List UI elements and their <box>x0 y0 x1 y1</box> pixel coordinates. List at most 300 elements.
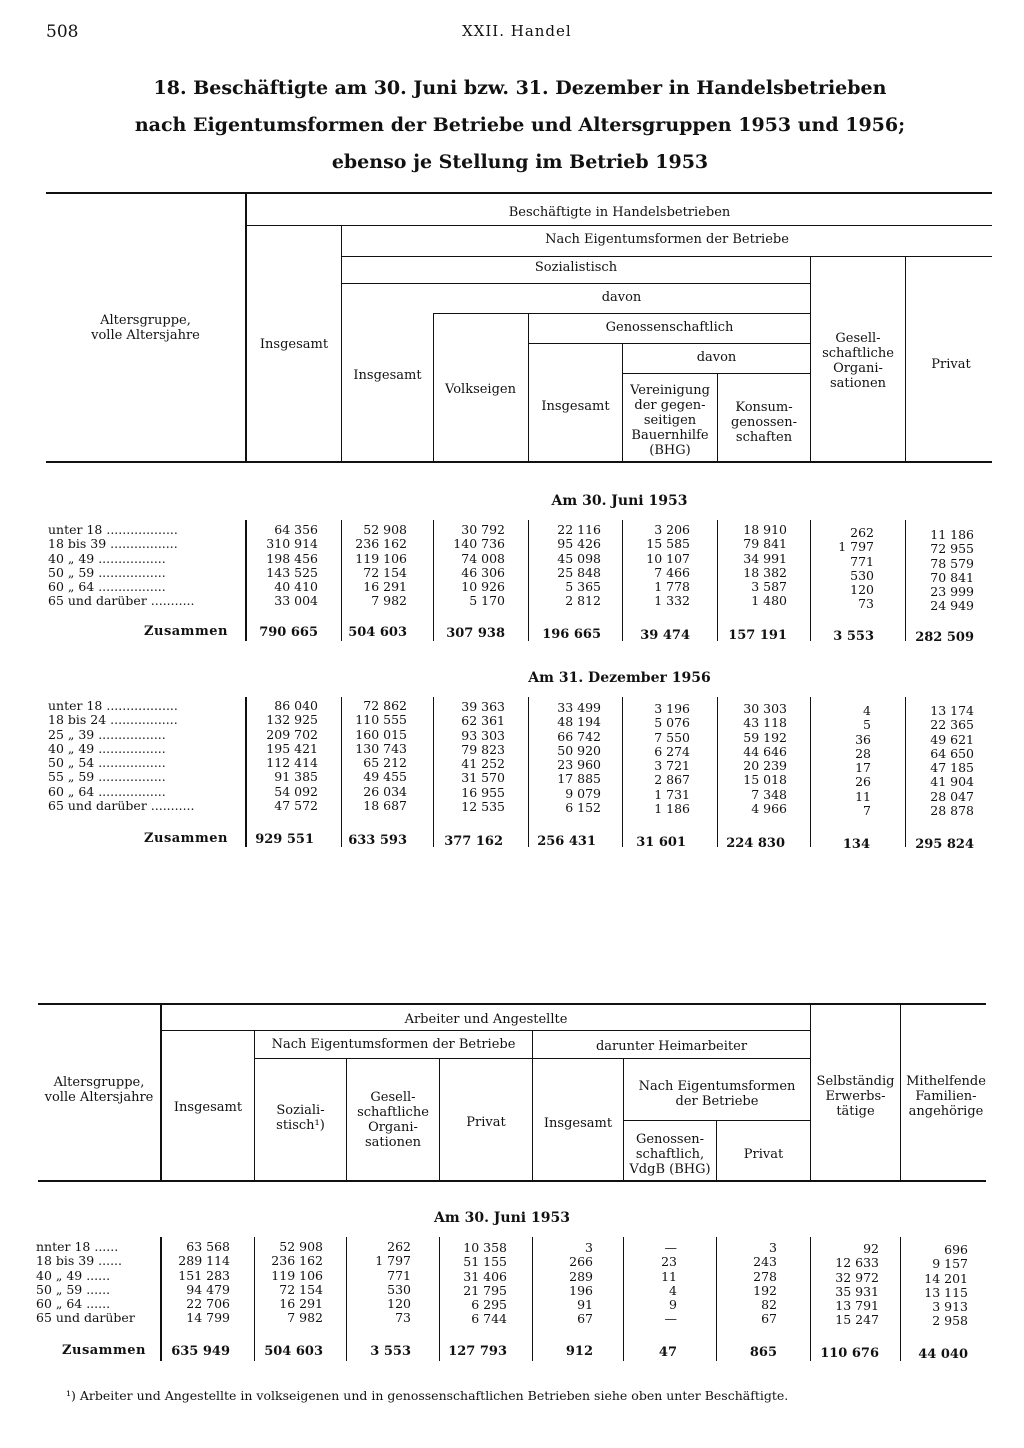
cell: 4 <box>863 703 871 718</box>
col-selbstaendig <box>814 1242 879 1328</box>
header-heim-line: der Betriebe <box>675 1094 759 1109</box>
header-soz-insgesamt: Insgesamt <box>353 368 422 383</box>
total-cell: 282 509 <box>915 630 974 645</box>
cell: 73 <box>858 596 874 612</box>
cell: 35 931 <box>835 1283 879 1299</box>
cell: 9 079 <box>565 785 601 801</box>
col-insgesamt <box>250 523 318 609</box>
row-label: 50 „ 59 ...... <box>36 1281 111 1297</box>
header-gesellschaftlich <box>811 331 905 391</box>
cell: 530 <box>387 1281 411 1297</box>
cell: 22 365 <box>930 717 974 733</box>
cell: 2 812 <box>565 593 601 609</box>
header-konsum-line: genossen- <box>730 415 797 430</box>
cell: 79 841 <box>743 536 787 552</box>
cell: 120 <box>387 1296 411 1312</box>
cell: 4 <box>669 1282 677 1298</box>
rule <box>439 1237 440 1361</box>
header-gesell-line: Gesell- <box>370 1090 416 1105</box>
header-nach-eigentumsformen: Nach Eigentumsformen der Betriebe <box>271 1037 516 1052</box>
cell: 72 154 <box>363 564 407 580</box>
header-gesell-line: Organi- <box>368 1120 418 1135</box>
rule <box>255 1058 532 1059</box>
cell: 143 525 <box>266 564 318 580</box>
cell: 17 <box>855 760 871 776</box>
cell: 6 274 <box>654 743 690 759</box>
col-gesell <box>350 1240 411 1326</box>
col-konsum <box>721 523 787 609</box>
cell: 86 040 <box>274 698 318 713</box>
cell: 48 194 <box>557 714 601 730</box>
col-gen-insgesamt <box>532 701 601 815</box>
header-soz-line: stisch¹) <box>276 1118 325 1133</box>
cell: 49 621 <box>930 731 974 747</box>
cell: 7 550 <box>654 729 690 745</box>
cell: 66 742 <box>557 728 601 744</box>
cell: 52 908 <box>279 1239 323 1254</box>
header-gesell-line: Organi- <box>833 361 883 376</box>
cell: 3 196 <box>654 701 690 716</box>
stub-header <box>38 1075 160 1105</box>
cell: 3 206 <box>654 522 690 537</box>
title-line-3: ebenso je Stellung im Betrieb 1953 <box>331 151 709 174</box>
col-gesell <box>814 704 871 818</box>
rule <box>528 697 529 847</box>
cell: 130 743 <box>355 740 407 756</box>
rule <box>38 1180 986 1182</box>
cell: 59 192 <box>743 729 787 745</box>
header-gesellschaftlich <box>347 1090 439 1150</box>
total-cell: 127 793 <box>448 1344 507 1359</box>
header-bhg-line: seitigen <box>643 413 697 428</box>
cell: 23 960 <box>557 757 601 773</box>
header-nach-eigentumsformen: Nach Eigentumsformen der Betriebe <box>545 232 789 247</box>
cell: 41 904 <box>930 774 974 790</box>
header-gesell-line: sationen <box>364 1135 422 1150</box>
cell: 44 646 <box>743 743 787 759</box>
cell: 43 118 <box>743 715 787 731</box>
cell: 7 982 <box>287 1310 323 1326</box>
cell: 9 <box>669 1297 677 1313</box>
cell: 15 585 <box>646 536 690 552</box>
cell: 1 797 <box>375 1253 411 1269</box>
header-gen-insgesamt: Insgesamt <box>541 399 610 414</box>
rule <box>342 283 810 284</box>
total-label: Zusammen <box>62 1343 146 1358</box>
cell: 72 955 <box>930 541 974 557</box>
cell: 13 791 <box>835 1298 879 1314</box>
cell: 24 949 <box>930 598 974 614</box>
cell: 7 982 <box>371 593 407 609</box>
col-heim-genossenschaftlich <box>627 1241 677 1327</box>
cell: 696 <box>944 1242 968 1257</box>
page-title <box>60 70 980 181</box>
cell: 10 107 <box>646 550 690 566</box>
cell: 52 908 <box>363 522 407 537</box>
header-genossenschaftlich: Genossenschaftlich <box>605 320 734 335</box>
cell: 11 186 <box>930 527 974 542</box>
cell: 18 382 <box>743 564 787 580</box>
cell: 1 480 <box>751 593 787 609</box>
cell: 23 <box>661 1254 677 1270</box>
rule <box>247 225 992 226</box>
rule <box>433 313 810 314</box>
cell: 25 848 <box>557 564 601 580</box>
cell: 110 555 <box>355 712 407 728</box>
stub-header-line-1: Altersgruppe, <box>100 313 191 328</box>
cell: 64 356 <box>274 522 318 537</box>
row-label: 40 „ 49 ................. <box>48 550 166 566</box>
header-gen-line: Genossen- <box>635 1132 705 1147</box>
cell: 62 361 <box>461 713 505 729</box>
header-insgesamt: Insgesamt <box>259 337 329 352</box>
stub-header-line-2: volle Altersjahre <box>91 328 200 343</box>
header-gen-line: VdgB (BHG) <box>629 1162 711 1177</box>
row-label: 18 bis 39 ................. <box>48 536 178 552</box>
rule <box>433 697 434 847</box>
col-volkseigen <box>437 523 505 609</box>
row-label: 50 „ 54 ................. <box>48 755 166 771</box>
cell: 243 <box>753 1254 777 1270</box>
rule <box>810 1237 811 1361</box>
cell: 6 744 <box>471 1311 507 1327</box>
rule <box>810 520 811 641</box>
cell: 1 332 <box>654 593 690 609</box>
cell: 3 587 <box>751 579 787 595</box>
cell: 18 687 <box>363 798 407 814</box>
rule <box>810 697 811 847</box>
total-cell: 3 553 <box>833 629 874 644</box>
header-heim-line: Nach Eigentumsformen <box>638 1079 796 1094</box>
col-soz-insgesamt <box>345 523 407 609</box>
cell: 6 152 <box>565 800 601 816</box>
total-cell: 31 601 <box>636 835 686 850</box>
cell: 26 <box>855 774 871 790</box>
header-mit-line: Mithelfende <box>906 1074 986 1089</box>
title-line-2: nach Eigentumsformen der Betriebe und Altersgruppen 1953 und 1956; <box>134 114 906 137</box>
header-bhg-line: der gegen- <box>634 398 706 413</box>
cell: 33 499 <box>557 700 601 715</box>
cell: 82 <box>761 1297 777 1313</box>
total-cell: 39 474 <box>640 628 690 643</box>
col-insgesamt <box>250 699 318 813</box>
col-gen-insgesamt <box>532 523 601 609</box>
header-gen-line: schaftlich, <box>635 1147 705 1162</box>
total-cell: 110 676 <box>820 1346 879 1361</box>
rule <box>342 256 992 257</box>
row-label: 65 und darüber <box>36 1310 135 1326</box>
cell: 195 421 <box>266 740 318 756</box>
total-cell: 504 603 <box>348 625 407 640</box>
cell: 10 926 <box>461 579 505 595</box>
cell: 94 479 <box>186 1281 230 1297</box>
rule <box>529 343 810 344</box>
cell: 21 795 <box>463 1282 507 1298</box>
row-label: nnter 18 ...... <box>36 1239 119 1254</box>
cell: 13 174 <box>930 703 974 718</box>
cell: 3 721 <box>654 758 690 774</box>
row-label: 18 bis 24 ................. <box>48 712 178 728</box>
rule <box>624 1120 810 1121</box>
total-cell: 504 603 <box>264 1344 323 1359</box>
rule <box>346 1237 347 1361</box>
cell: 36 <box>855 731 871 747</box>
header-selbst-line: Erwerbs- <box>825 1089 886 1104</box>
header-volkseigen: Volkseigen <box>445 382 516 397</box>
cell: 5 076 <box>654 715 690 731</box>
cell: 15 247 <box>835 1312 879 1328</box>
rule <box>622 697 623 847</box>
header-gesell-line: sationen <box>829 376 887 391</box>
cell: 132 925 <box>266 712 318 728</box>
header-selbst-line: tätige <box>836 1104 875 1119</box>
cell: 5 170 <box>469 593 505 609</box>
row-label: 65 und darüber ........... <box>48 798 195 814</box>
header-selbst-line: Selbständig <box>816 1074 895 1089</box>
cell: 11 <box>855 788 871 804</box>
cell: 1 778 <box>654 579 690 595</box>
cell: 289 114 <box>178 1253 230 1269</box>
cell: 5 <box>863 717 871 733</box>
col-mithelfend <box>904 1243 968 1329</box>
cell: 64 650 <box>930 745 974 761</box>
header-sozialistisch: Sozialistisch <box>534 260 618 275</box>
cell: 262 <box>387 1239 411 1254</box>
rule <box>433 520 434 641</box>
cell: 119 106 <box>271 1267 323 1283</box>
header-bhg-line: (BHG) <box>649 443 691 458</box>
cell: 31 570 <box>461 770 505 786</box>
cell: 1 731 <box>654 786 690 802</box>
col-volkseigen <box>437 700 505 814</box>
cell: 79 823 <box>461 741 505 757</box>
cell: 63 568 <box>186 1239 230 1254</box>
cell: 12 633 <box>835 1255 879 1271</box>
cell: 10 358 <box>463 1240 507 1255</box>
cell: 28 047 <box>930 788 974 804</box>
running-head: XXII. Handel <box>462 22 572 40</box>
cell: 120 <box>850 582 874 598</box>
rule <box>38 1003 986 1005</box>
row-labels <box>48 523 195 609</box>
cell: 2 867 <box>654 772 690 788</box>
stub-header-line-2: volle Altersjahre <box>44 1090 154 1105</box>
total-cell: 377 162 <box>444 834 503 849</box>
cell: 30 792 <box>461 522 505 537</box>
cell: 22 706 <box>186 1296 230 1312</box>
cell: 73 <box>395 1310 411 1326</box>
cell: 67 <box>761 1311 777 1327</box>
rule <box>528 314 529 461</box>
cell: 18 910 <box>743 522 787 537</box>
rule <box>341 697 342 847</box>
cell: 67 <box>577 1311 593 1327</box>
total-cell: 196 665 <box>542 627 601 642</box>
cell: 47 185 <box>930 760 974 776</box>
cell: 5 365 <box>565 579 601 595</box>
header-heimarbeiter: darunter Heimarbeiter <box>595 1039 748 1054</box>
total-cell: 307 938 <box>446 626 505 641</box>
total-label: Zusammen <box>144 624 228 639</box>
rule <box>532 1237 533 1361</box>
header-privat: Privat <box>931 357 971 372</box>
total-cell: 256 431 <box>537 834 596 849</box>
header-heim-insgesamt: Insgesamt <box>543 1116 613 1131</box>
cell: 33 004 <box>274 593 318 609</box>
cell: 278 <box>753 1268 777 1284</box>
cell: 92 <box>863 1241 879 1256</box>
total-cell: 3 553 <box>370 1344 411 1359</box>
col-heim-insgesamt <box>536 1241 593 1327</box>
row-label: 60 „ 64 ................. <box>48 783 166 799</box>
cell: 45 098 <box>557 550 601 566</box>
cell: 151 283 <box>178 1267 230 1283</box>
row-label: unter 18 .................. <box>48 698 178 713</box>
cell: 236 162 <box>271 1253 323 1269</box>
cell: 289 <box>569 1268 593 1284</box>
cell: 198 456 <box>266 550 318 566</box>
cell: 7 466 <box>654 564 690 580</box>
header-selbstaendig <box>811 1074 900 1119</box>
rule <box>533 1058 810 1059</box>
cell: 95 426 <box>557 536 601 552</box>
total-cell: 912 <box>565 1344 593 1359</box>
header-bhg <box>623 383 717 458</box>
stub-header <box>46 313 245 343</box>
row-label: 50 „ 59 ................. <box>48 564 166 580</box>
cell: 49 455 <box>363 769 407 785</box>
col-privat <box>910 528 974 614</box>
cell: 28 878 <box>930 803 974 819</box>
cell: 13 115 <box>924 1284 968 1300</box>
total-cell: 865 <box>749 1345 777 1360</box>
cell: 7 348 <box>751 786 787 802</box>
cell: 192 <box>753 1282 777 1298</box>
row-label: unter 18 .................. <box>48 522 178 537</box>
section-title-1953: Am 30. Juni 1953 <box>434 1210 570 1226</box>
total-cell: 157 191 <box>728 628 787 643</box>
section-title-1953: Am 30. Juni 1953 <box>551 493 688 509</box>
rule <box>900 1237 901 1361</box>
rule <box>162 1030 810 1031</box>
col-sozialistisch <box>258 1240 323 1326</box>
header-heim-privat: Privat <box>743 1147 784 1162</box>
cell: 91 <box>577 1297 593 1313</box>
col-konsum <box>721 702 787 816</box>
cell: 15 018 <box>743 772 787 788</box>
cell: 72 862 <box>363 698 407 713</box>
total-cell: 790 665 <box>259 625 318 640</box>
col-heim-privat <box>720 1241 777 1327</box>
total-cell: 44 040 <box>918 1347 968 1362</box>
row-label: 18 bis 39 ...... <box>36 1253 122 1269</box>
stub-header-line-1: Altersgruppe, <box>53 1075 145 1090</box>
cell: 3 <box>769 1240 777 1255</box>
cell: 46 306 <box>461 564 505 580</box>
cell: 34 991 <box>743 550 787 566</box>
rule <box>716 1237 717 1361</box>
cell: 530 <box>850 567 874 583</box>
cell: 54 092 <box>274 783 318 799</box>
cell: 65 212 <box>363 755 407 771</box>
rule <box>622 520 623 641</box>
cell: 51 155 <box>463 1254 507 1270</box>
cell: 16 291 <box>363 579 407 595</box>
row-label: 60 „ 64 ................. <box>48 579 166 595</box>
cell: 47 572 <box>274 798 318 814</box>
rule <box>528 520 529 641</box>
rule <box>905 520 906 641</box>
total-cell: 633 593 <box>348 833 407 848</box>
rule <box>245 697 247 847</box>
cell: 771 <box>850 553 874 569</box>
header-bhg-line: Vereinigung <box>630 383 710 398</box>
cell: 23 999 <box>930 584 974 600</box>
cell: 11 <box>661 1268 677 1284</box>
cell: 78 579 <box>930 555 974 571</box>
cell: 91 385 <box>274 769 318 785</box>
cell: 28 <box>855 745 871 761</box>
cell: 140 736 <box>453 536 505 552</box>
cell: 119 106 <box>355 550 407 566</box>
cell: 16 955 <box>461 784 505 800</box>
header-heim-nach-eigentum <box>624 1079 810 1109</box>
rule <box>46 461 992 463</box>
header-privat: Privat <box>466 1115 506 1130</box>
col-bhg <box>626 702 690 816</box>
cell: 74 008 <box>461 550 505 566</box>
rule <box>905 697 906 847</box>
cell: 7 <box>863 803 871 819</box>
cell: 41 252 <box>461 756 505 772</box>
header-konsum-line: schaften <box>735 430 793 445</box>
cell: 40 410 <box>274 579 318 595</box>
row-label: 40 „ 49 ...... <box>36 1267 111 1283</box>
header-davon-2: davon <box>696 350 737 365</box>
cell: 236 162 <box>355 536 407 552</box>
section-title-1956: Am 31. Dezember 1956 <box>528 670 711 686</box>
cell: — <box>664 1311 677 1327</box>
cell: 14 799 <box>186 1310 230 1326</box>
rule <box>160 1237 162 1361</box>
rule <box>717 520 718 641</box>
cell: 12 535 <box>461 799 505 815</box>
cell: 262 <box>850 525 874 540</box>
header-konsum-line: Konsum- <box>735 400 793 415</box>
cell: 4 966 <box>751 801 787 817</box>
footnote: ¹) Arbeiter und Angestellte in volkseigenen und in genossenschaftlichen Betrieben siehe oben unter Beschäftigte. <box>66 1388 789 1403</box>
row-label: 25 „ 39 ................. <box>48 726 166 742</box>
cell: 160 015 <box>355 726 407 742</box>
cell: 112 414 <box>266 755 318 771</box>
header-genossenschaftlich <box>624 1132 716 1177</box>
header-gesell-line: schaftliche <box>357 1105 429 1120</box>
cell: 209 702 <box>266 726 318 742</box>
col-gesell <box>814 526 874 612</box>
cell: 310 914 <box>266 536 318 552</box>
header-mit-line: angehörige <box>908 1104 984 1119</box>
cell: 9 157 <box>932 1256 968 1272</box>
cell: 3 <box>585 1240 593 1255</box>
row-label: 55 „ 59 ................. <box>48 769 166 785</box>
header-gesell-line: schaftliche <box>822 346 894 361</box>
rule <box>717 697 718 847</box>
cell: 39 363 <box>461 699 505 714</box>
rule <box>341 520 342 641</box>
total-cell: 134 <box>842 837 870 852</box>
header-sozialistisch <box>255 1103 346 1133</box>
cell: 31 406 <box>463 1268 507 1284</box>
